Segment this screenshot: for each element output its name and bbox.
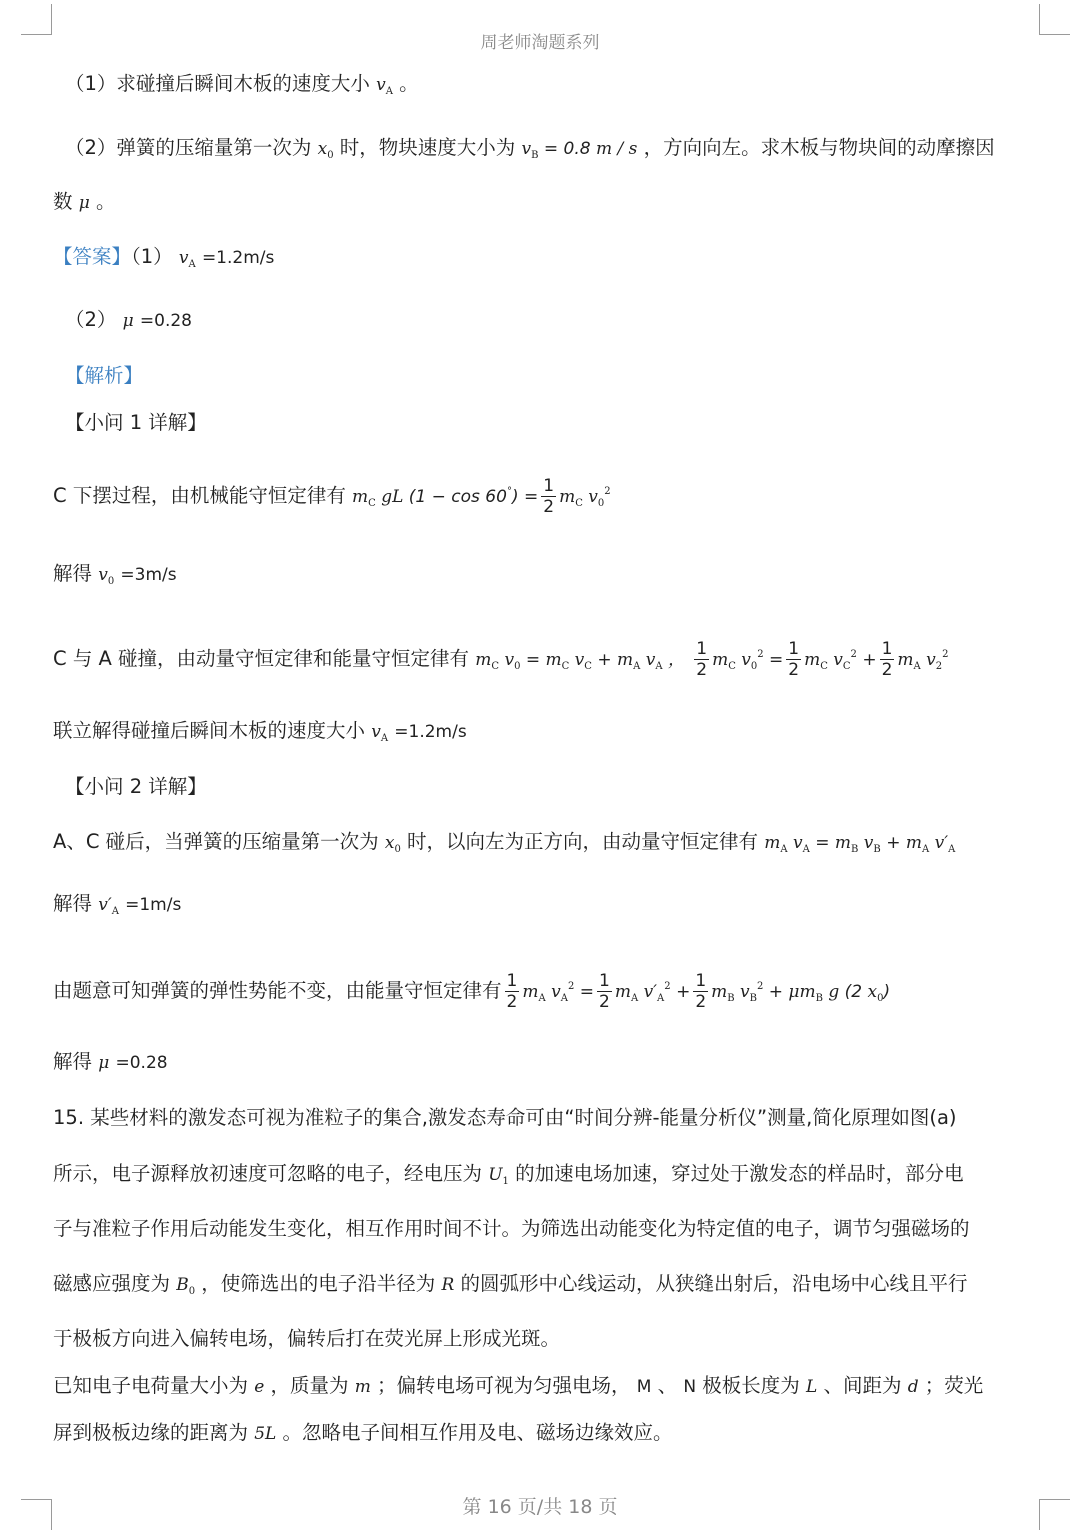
answer-part-2: （2） xyxy=(65,308,117,331)
formula-v0: $v_0$ xyxy=(98,565,115,587)
formula-m: m xyxy=(354,1377,371,1397)
p15-text-3: 子与准粒子作用后动能发生变化，相互作用时间不计。为筛选出动能变化为特定值的电子，调节匀强磁场的 xyxy=(53,1217,970,1240)
sub-question-1-title: 【小问 1 详解】 xyxy=(65,411,207,434)
formula-e: e xyxy=(254,1377,265,1397)
p15-text-12: 、 xyxy=(657,1374,678,1397)
formula-energy-2: $m_B$ $v_B^2 + \mu m_B$ g (2 $x_0$) xyxy=(711,981,891,1004)
plate-M-label: M xyxy=(636,1377,652,1397)
fraction-half: $\frac{1}{2}$ xyxy=(598,971,610,1012)
answer-line-2 xyxy=(65,308,192,332)
question-2-text-d: 数 xyxy=(53,190,73,213)
formula-energy-collision: $m_A$ $v_2^2$ xyxy=(897,649,949,672)
p15-text-9: ，质量为 xyxy=(270,1374,349,1397)
p15-text-16: ；荧光 xyxy=(924,1374,984,1397)
p15-text-5: ，使筛选出的电子沿半径为 xyxy=(201,1272,436,1295)
formula-5L: 5L xyxy=(254,1424,277,1444)
sub2-line-4 xyxy=(53,1050,168,1074)
sub1-line-2 xyxy=(53,562,177,589)
formula-vB: $v_B = 0.8$ m / s xyxy=(521,139,638,161)
formula-vA-result: $v_A$ xyxy=(371,722,389,744)
p15-text-19: 。忽略电子间相互作用及电、磁场边缘效应。 xyxy=(282,1421,673,1444)
answer-line-1 xyxy=(53,245,274,272)
answer-1-value: =1.2m/s xyxy=(201,248,275,268)
formula-mu: μ xyxy=(78,193,90,213)
formula-d: d xyxy=(907,1377,919,1397)
p15-text-8: 已知电子电荷量大小为 xyxy=(53,1374,249,1397)
sub2-text-1a: A、C 碰后，当弹簧的压缩量第一次为 xyxy=(53,830,379,853)
sub1-text-3: C 与 A 碰撞，由动量守恒定律和能量守恒定律有 xyxy=(53,647,470,670)
p15-text-15: 、间距为 xyxy=(823,1374,902,1397)
formula-momentum-conservation: $m_C$ $v_0 = m_C$ $v_C + m_A$ $v_A$ ， xyxy=(475,650,686,672)
page-footer: 第 16 页/共 18 页 xyxy=(462,1496,618,1518)
problem-15-line-2 xyxy=(53,1162,964,1189)
problem-15-line-6 xyxy=(53,1374,983,1398)
problem-15-line-4 xyxy=(53,1272,968,1299)
problem-15-line-1 xyxy=(53,1106,957,1130)
formula-vA: $v_A$ xyxy=(376,75,393,97)
fraction-half: $\frac{1}{2}$ xyxy=(543,476,555,517)
p15-text-17: 屏到极板边缘的距离为 xyxy=(53,1421,249,1444)
question-2-text-c: ，方向向左。求木板与物块间的动摩擦因 xyxy=(643,136,995,159)
v0-value: =3m/s xyxy=(120,565,177,585)
p15-text-0: 15. 某些材料的激发态可视为准粒子的集合,激发态寿命可由“时间分辨-能量分析仪”测量,简化原理如图(a) xyxy=(53,1106,957,1129)
p15-text-7: 于极板方向进入偏转电场，偏转后打在荧光屏上形成光斑。 xyxy=(53,1327,561,1350)
question-2-text-a: （2）弹簧的压缩量第一次为 xyxy=(65,136,312,159)
question-2-line-1 xyxy=(65,136,995,163)
fraction-half: $\frac{1}{2}$ xyxy=(788,639,800,680)
answer-part-1: （1） xyxy=(131,245,173,268)
p15-text-4: 磁感应强度为 xyxy=(53,1272,171,1295)
problem-15-line-3 xyxy=(53,1217,970,1241)
formula-R: R xyxy=(441,1275,455,1295)
sub2-text-1b: 时，以向左为正方向，由动量守恒定律有 xyxy=(407,830,759,853)
formula-momentum-2: $m_A$ $v_A = m_B$ $v_B + m_A$ $v'_A$ xyxy=(764,833,956,855)
answer-tag: 【答案】 xyxy=(53,245,132,268)
sub2-text-4: 解得 xyxy=(53,1050,93,1073)
fraction-half: $\frac{1}{2}$ xyxy=(696,639,708,680)
analysis-tag: 【解析】 xyxy=(65,364,144,387)
fraction-half: $\frac{1}{2}$ xyxy=(695,971,707,1012)
problem-15-line-5 xyxy=(53,1327,560,1351)
sub2-line-2 xyxy=(53,892,181,919)
vA-prime-value: =1m/s xyxy=(125,895,182,915)
p15-text-14: 极板长度为 xyxy=(702,1374,800,1397)
sub1-text-2: 解得 xyxy=(53,562,93,585)
question-1-text: （1）求碰撞后瞬间木板的速度大小 xyxy=(65,72,370,95)
formula-energy-conservation: $m_C$ gL (1 − cos 60°) = xyxy=(352,486,539,509)
question-2-end: 。 xyxy=(95,190,116,213)
sub1-line-3: C 与 A 碰撞，由动量守恒定律和能量守恒定律有 $m_C$ $v_0 = m_C$ $v_C + m_A$ $v_A$ ， $\frac{1}{2}$ $m_C$ $v_0^2$ = $\frac{1}{2}$ $m_C$ $v_C^2$ + $\frac{1}{2}$ $m_A$ $v_2^2$ xyxy=(53,639,949,680)
page-header: 周老师淘题系列 xyxy=(480,33,600,53)
sub1-text-4: 联立解得碰撞后瞬间木板的速度大小 xyxy=(53,719,366,742)
mu-value: =0.28 xyxy=(115,1053,168,1073)
sub2-text-2: 解得 xyxy=(53,892,93,915)
formula-x0: $x_0$ xyxy=(317,139,334,161)
sub2-line-1 xyxy=(53,830,955,857)
question-2-line-2 xyxy=(53,190,116,214)
vA-value: =1.2m/s xyxy=(394,722,467,742)
sub1-text-1: C 下摆过程，由机械能守恒定律有 xyxy=(53,484,346,507)
sub1-line-4 xyxy=(53,719,467,746)
plate-N-label: N xyxy=(683,1377,697,1397)
formula-mu-result: μ xyxy=(98,1053,110,1073)
sub2-text-3: 由题意可知弹簧的弹性势能不变，由能量守恒定律有 xyxy=(53,979,502,1002)
question-2-text-b: 时，物块速度大小为 xyxy=(339,136,516,159)
formula-B0: $B_0$ xyxy=(176,1275,196,1297)
p15-text-6: 的圆弧形中心线运动，从狭缝出射后，沿电场中心线且平行 xyxy=(460,1272,968,1295)
question-1-line xyxy=(65,72,419,99)
sub1-line-1: C 下摆过程，由机械能守恒定律有 $m_C$ gL (1 − cos 60°) = $\frac{1}{2}$ $m_C$ $v_0^2$ xyxy=(53,476,611,517)
p15-text-10: ；偏转电场可视为匀强电场， xyxy=(377,1374,631,1397)
formula-L: L xyxy=(805,1377,818,1397)
p15-text-1: 所示，电子源释放初速度可忽略的电子，经电压为 xyxy=(53,1162,483,1185)
sub-question-2-title: 【小问 2 详解】 xyxy=(65,775,207,798)
fraction-half: $\frac{1}{2}$ xyxy=(881,639,893,680)
p15-text-2: 的加速电场加速，穿过处于激发态的样品时，部分电 xyxy=(515,1162,964,1185)
question-1-end: 。 xyxy=(399,72,419,95)
formula-x0-2: $x_0$ xyxy=(384,833,401,855)
answer-2-value: =0.28 xyxy=(139,311,192,331)
formula-vA-prime: $v'_A$ xyxy=(98,895,119,917)
formula-U1: $U_1$ xyxy=(488,1165,509,1187)
sub2-line-3: 由题意可知弹簧的弹性势能不变，由能量守恒定律有 $\frac{1}{2}$ $m_A$ $v_A^2$ = $\frac{1}{2}$ $m_A$ $v'_A^2$ + $\frac{1}{2}$ $m_B$ $v_B^2 + \mu m_B$ g (2 $x_0$) xyxy=(53,971,891,1012)
problem-15-line-7 xyxy=(53,1421,673,1445)
answer-1-formula: $v_A$ xyxy=(178,248,196,270)
answer-2-formula: μ xyxy=(122,311,134,331)
fraction-half: $\frac{1}{2}$ xyxy=(506,971,518,1012)
